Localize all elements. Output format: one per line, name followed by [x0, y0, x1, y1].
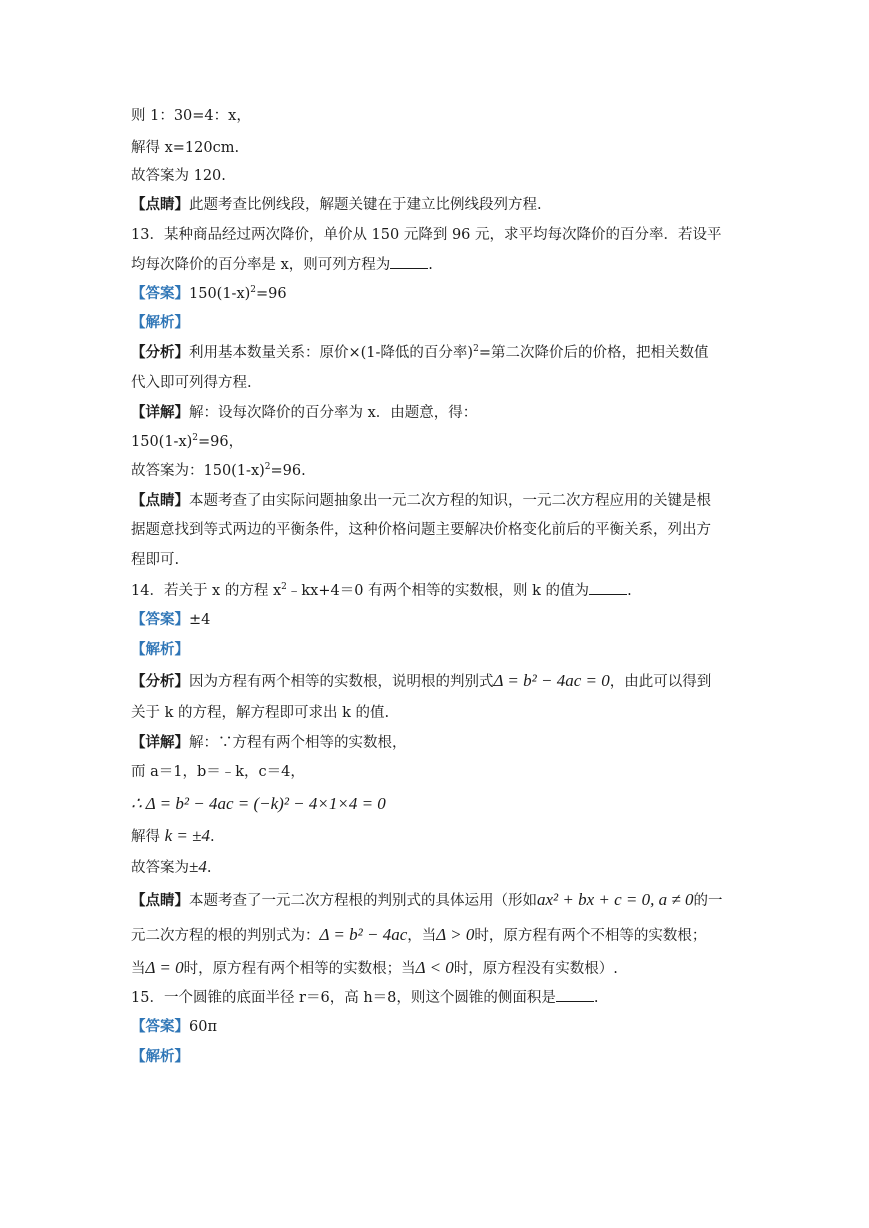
- math-formula: Δ = b² − 4ac = 0: [493, 671, 610, 690]
- text-line: 关于 k 的方程，解方程即可求出 k 的值.: [131, 705, 390, 721]
- text-line: 程即可.: [131, 552, 180, 568]
- math-formula: k = ±4: [164, 826, 210, 845]
- tag-label: 【答案】: [131, 285, 189, 302]
- text-line: 代入即可列得方程.: [131, 375, 252, 391]
- answer-blank: [390, 254, 428, 269]
- math-line: [131, 794, 386, 815]
- text-line: 【点睛】此题考查比例线段，解题关键在于建立比例线段列方程.: [131, 196, 542, 213]
- answer-line: 【答案】60π: [131, 1018, 217, 1035]
- text-line: 解得 k = ±4.: [131, 826, 215, 845]
- text-line: 当Δ = 0时，原方程有两个相等的实数根；当Δ < 0时，原方程没有实数根）.: [131, 958, 618, 977]
- text-line: 故答案为 120.: [131, 168, 226, 184]
- tag-label: 【详解】: [131, 734, 189, 751]
- text-line: 【分析】因为方程有两个相等的实数根，说明根的判别式Δ = b² − 4ac = 0，由此可以得到: [131, 671, 712, 690]
- question-14: 14．若关于 x 的方程 $x^2﹣kx+4=0$ 有两个相等的实数根，则 k 的值为 .: [131, 580, 632, 601]
- analysis-header: [131, 1047, 189, 1067]
- tag-label: 【点睛】: [131, 892, 189, 909]
- text-line: 故答案为±4.: [131, 857, 212, 876]
- tag-label: 【分析】: [131, 344, 189, 361]
- text-line: 【详解】解：设每次降价的百分率为 x．由题意，得：: [131, 404, 478, 421]
- math-formula: Δ > 0: [436, 925, 475, 944]
- math-formula: ∴ Δ = b² − 4ac = (−k)² − 4×1×4 = 0: [131, 794, 386, 813]
- text-line: 故答案为：$150(1-x)^2=96$.: [131, 462, 306, 479]
- tag-label: 【详解】: [131, 404, 189, 421]
- text-line: 【点睛】本题考查了由实际问题抽象出一元二次方程的知识，一元二次方程应用的关键是根: [131, 492, 711, 509]
- question-15: 15．一个圆锥的底面半径 r＝6，高 h＝8，则这个圆锥的侧面积是 .: [131, 987, 599, 1008]
- text-line: $150(1-x)^2=96$，: [131, 433, 244, 450]
- tag-label: 【分析】: [131, 673, 189, 690]
- math-formula: Δ = 0: [145, 958, 184, 977]
- question-13: 13．某种商品经过两次降价，单价从 150 元降到 96 元，求平均每次降价的百分率．若设平: [131, 227, 722, 243]
- answer-blank: [556, 987, 594, 1002]
- text-line: 【分析】利用基本数量关系：原价×(1-降低的百分率)$^2$=第二次降价后的价格，把相关数值: [131, 344, 709, 361]
- answer-blank: [589, 580, 627, 595]
- text-line: 元二次方程的根的判别式为：Δ = b² − 4ac，当Δ > 0时，原方程有两个不相等的实数根；: [131, 925, 707, 944]
- tag-label: 【答案】: [131, 1018, 189, 1035]
- text-line: 均每次降价的百分率是 x，则可列方程为 .: [131, 254, 433, 275]
- text-line: 则 1：30=4：x，: [131, 108, 251, 124]
- tag-label: 【解析】: [131, 1048, 189, 1065]
- analysis-header: [131, 313, 189, 333]
- tag-label: 【点睛】: [131, 196, 189, 213]
- text-line: 【详解】解：∵方程有两个相等的实数根，: [131, 734, 407, 751]
- analysis-header: [131, 640, 189, 660]
- tag-label: 【解析】: [131, 641, 189, 658]
- answer-line: 【答案】$150(1-x)^2=96$: [131, 285, 287, 302]
- text-line: 解得 x=120cm.: [131, 140, 240, 156]
- math-formula: ±4: [189, 857, 207, 876]
- tag-label: 【解析】: [131, 314, 189, 331]
- math-formula: Δ < 0: [415, 958, 454, 977]
- math-formula: ax² + bx + c = 0, a ≠ 0: [537, 890, 694, 909]
- tag-label: 【点睛】: [131, 492, 189, 509]
- answer-line: 【答案】±4: [131, 611, 211, 628]
- text-line: 据题意找到等式两边的平衡条件，这种价格问题主要解决价格变化前后的平衡关系，列出方: [131, 522, 711, 538]
- text-line: 而 a＝1，b＝﹣k，c＝4，: [131, 764, 305, 780]
- tag-label: 【答案】: [131, 611, 189, 628]
- math-formula: Δ = b² − 4ac: [319, 925, 408, 944]
- text-line: 【点睛】本题考查了一元二次方程根的判别式的具体运用（形如ax² + bx + c = 0, a ≠ 0的一: [131, 890, 723, 909]
